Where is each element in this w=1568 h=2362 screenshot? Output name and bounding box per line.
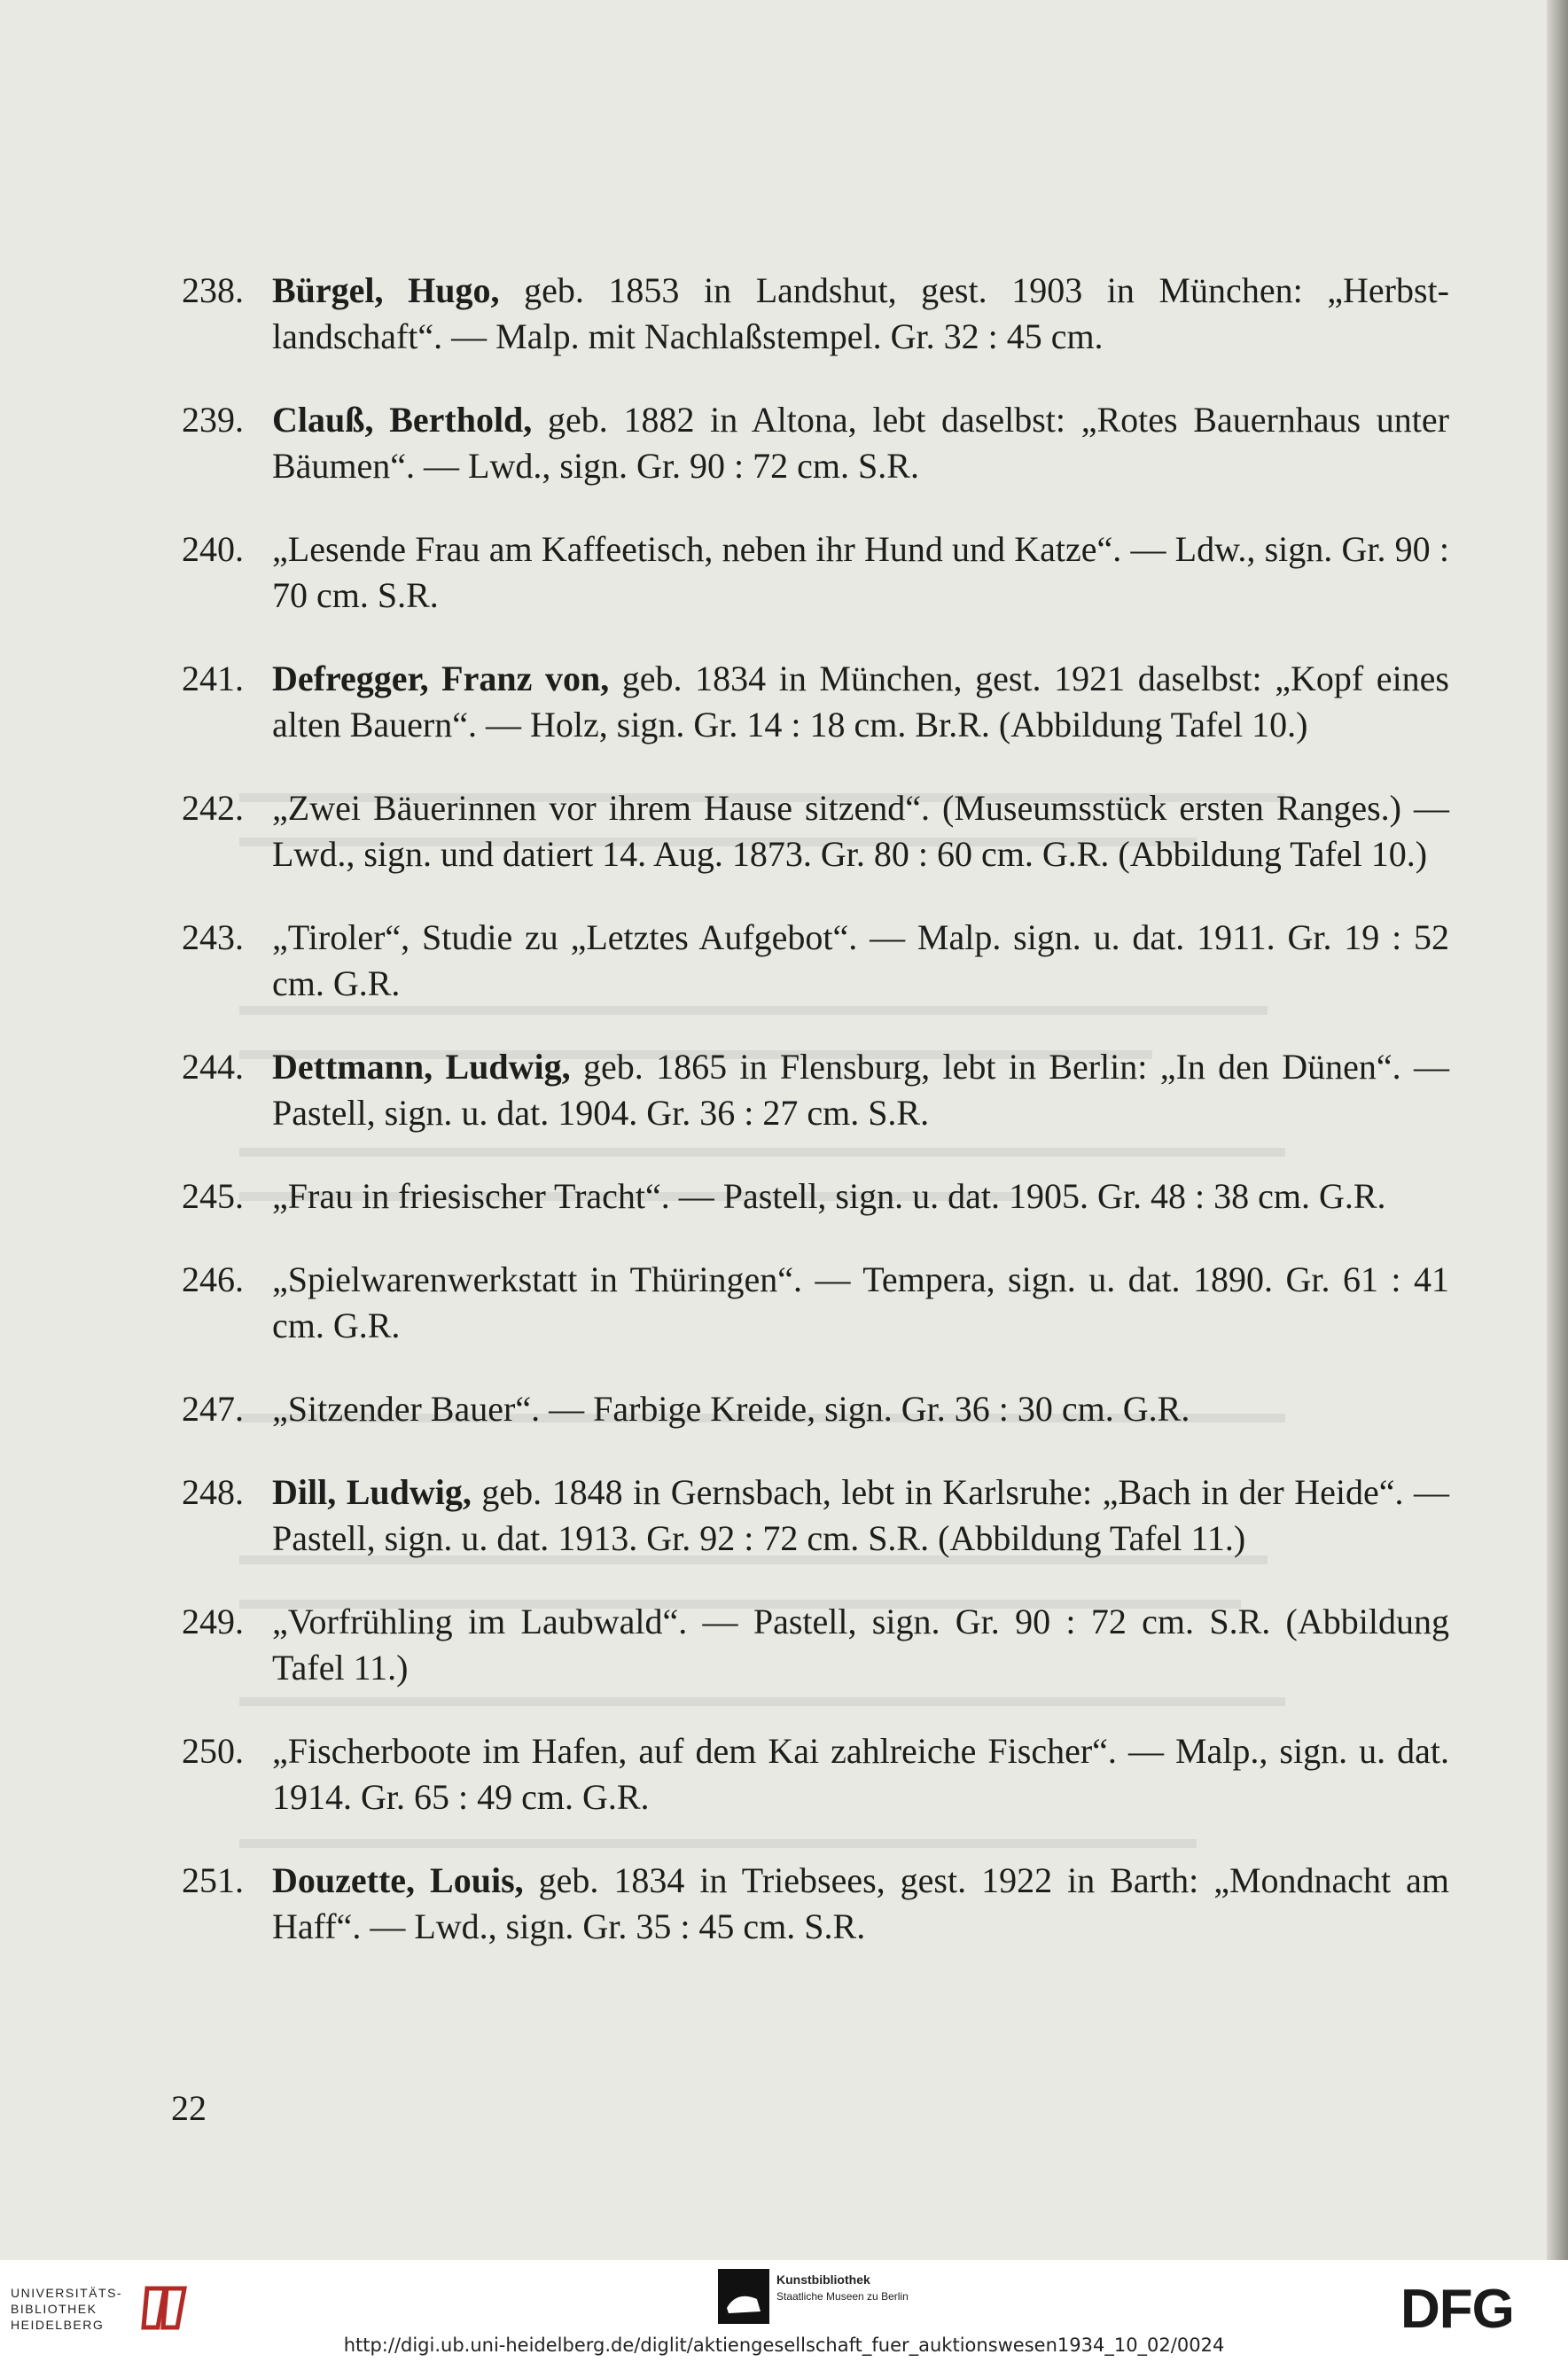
entry-number: 248.: [182, 1472, 244, 1512]
entry-number: 245.: [182, 1176, 244, 1216]
entry-number: 238.: [182, 270, 244, 310]
entry-description: „Vorfrühling im Laubwald“. — Pastell, sign. Gr. 90 : 72 cm. S.R. (Abbildung Tafel 11.): [272, 1602, 1449, 1688]
kb-title: Kunstbibliothek: [776, 2272, 870, 2287]
artist-name: Defregger, Franz von,: [272, 659, 610, 698]
entry-number: 244.: [182, 1047, 244, 1087]
entry-description: „Sitzender Bauer“. — Farbige Kreide, sign. Gr. 36 : 30 cm. G.R.: [272, 1389, 1190, 1429]
catalog-entry: [182, 1173, 1449, 1220]
entry-number: 246.: [182, 1259, 244, 1299]
entry-description: „Frau in friesischer Tracht“. — Pastell, sign. u. dat. 1905. Gr. 48 : 38 cm. G.R.: [272, 1176, 1386, 1216]
entry-description: „Zwei Bäuerinnen vor ihrem Hause sitzend“. (Museumsstück ersten Ranges.) — Lwd., sign. und datiert 14. Aug. 1873. Gr. 80 : 60 cm. G.R. (Abbildung Tafel 10.): [272, 788, 1449, 874]
entry-description: geb. 1834 in Triebsees, gest. 1922 in Barth: „Mondnacht am Haff“. — Lwd., sign. Gr. 35 : 45 cm. S.R.: [272, 1860, 1450, 1946]
ub-line-3: HEIDELBERG: [11, 2318, 105, 2332]
ub-line-1: UNIVERSITÄTS-: [11, 2286, 123, 2300]
catalog-entry: [182, 1257, 1449, 1349]
entry-number: 239.: [182, 400, 244, 440]
kb-subtitle: Staatliche Museen zu Berlin: [776, 2290, 909, 2303]
entry-description: geb. 1865 in Flensburg, lebt in Berlin: „In den Dünen“. — Pastell, sign. u. dat. 1904. Gr. 36 : 27 cm. S.R.: [272, 1047, 1450, 1133]
catalog-entry: [182, 1044, 1449, 1136]
catalog-entry: [182, 1386, 1449, 1432]
artist-name: Douzette, Louis,: [272, 1860, 524, 1900]
entry-number: 241.: [182, 659, 244, 698]
entry-number: 250.: [182, 1731, 244, 1771]
catalog-entry: [182, 1469, 1449, 1562]
catalog-entry: [182, 656, 1449, 748]
catalog-entry: [182, 785, 1449, 877]
catalog-entry: [182, 1599, 1449, 1691]
catalog-entry: [182, 915, 1449, 1007]
entry-number: 249.: [182, 1602, 244, 1641]
entry-number: 243.: [182, 917, 244, 957]
entry-description: „Tiroler“, Studie zu „Letztes Aufgebot“. — Malp. sign. u. dat. 1911. Gr. 19 : 52 cm. G.R.: [272, 917, 1449, 1003]
entry-number: 247.: [182, 1389, 244, 1429]
entry-number: 251.: [182, 1860, 244, 1900]
ub-heidelberg-logo-text[interactable]: [11, 2285, 122, 2333]
catalog-entries: [182, 268, 1449, 1987]
catalog-entry: [182, 397, 1449, 489]
page-number: 22: [171, 2088, 207, 2128]
entry-description: „Fischerboote im Hafen, auf dem Kai zahlreiche Fischer“. — Malp., sign. u. dat. 1914. Gr. 65 : 49 cm. G.R.: [272, 1731, 1449, 1817]
entry-description: geb. 1882 in Altona, lebt daselbst: „Rotes Bauernhaus unter Bäumen“. — Lwd., sign. Gr. 90 : 72 cm. S.R.: [272, 400, 1449, 486]
dfg-logo[interactable]: DFG: [1400, 2279, 1514, 2340]
entry-number: 240.: [182, 529, 244, 569]
entry-description: „Spielwarenwerkstatt in Thüringen“. — Tempera, sign. u. dat. 1890. Gr. 61 : 41 cm. G.R.: [272, 1259, 1449, 1345]
entry-description: geb. 1834 in München, gest. 1921 daselbst: „Kopf eines alten Bauern“. — Holz, sign. Gr. 14 : 18 cm. Br.R. (Abbildung Tafel 10.): [272, 659, 1449, 744]
source-url[interactable]: http://digi.ub.uni-heidelberg.de/diglit/aktiengesellschaft_fuer_auktionswesen1934_10_02/0024: [343, 2335, 1225, 2356]
entry-description: „Lesende Frau am Kaffeetisch, neben ihr Hund und Katze“. — Ldw., sign. Gr. 90 : 70 cm. S.R.: [272, 529, 1449, 615]
catalog-entry: [182, 526, 1449, 619]
kunstbibliothek-logo-icon[interactable]: [718, 2269, 769, 2324]
entry-number: 242.: [182, 788, 244, 828]
entry-description: geb. 1853 in Landshut, gest. 1903 in München: „Herbstlandschaft“. — Malp. mit Nachlaßstempel. Gr. 32 : 45 cm.: [272, 270, 1449, 356]
catalog-entry: [182, 1728, 1449, 1820]
catalog-entry: [182, 1858, 1449, 1950]
ub-heidelberg-logo-icon[interactable]: [140, 2281, 190, 2335]
artist-name: Bürgel, Hugo,: [272, 270, 500, 310]
catalog-entry: [182, 268, 1449, 360]
ub-line-2: BIBLIOTHEK: [11, 2302, 98, 2316]
entry-description: geb. 1848 in Gernsbach, lebt in Karlsruhe: „Bach in der Heide“. — Pastell, sign. u. dat. 1913. Gr. 92 : 72 cm. S.R. (Abbildung Tafel 11.): [272, 1472, 1449, 1558]
page-edge-shadow: [1547, 0, 1568, 2260]
artist-name: Dill, Ludwig,: [272, 1472, 472, 1512]
artist-name: Clauß, Berthold,: [272, 400, 533, 440]
artist-name: Dettmann, Ludwig,: [272, 1047, 571, 1087]
kunstbibliothek-logo-text[interactable]: [776, 2271, 909, 2304]
